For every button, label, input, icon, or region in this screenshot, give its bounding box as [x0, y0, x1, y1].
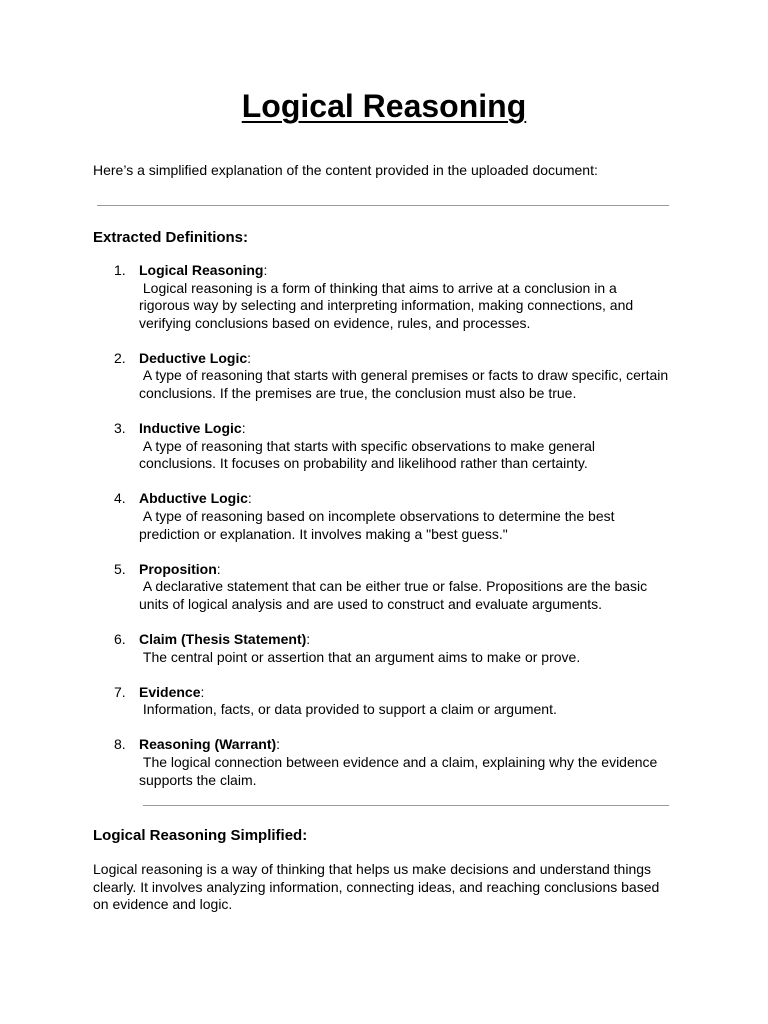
list-item-number: 2. — [114, 349, 126, 366]
definition-term: Evidence — [139, 683, 201, 700]
list-item-number: 5. — [114, 560, 126, 577]
list-item-body: Proposition: A declarative statement that can be either true or false. Propositions are the basic units of logical analysis and are used to construct and evaluate arguments. — [139, 561, 669, 614]
definition-term: Proposition — [139, 560, 217, 577]
definition-description: A type of reasoning that starts with general premises or facts to draw specific, certain conclusions. If the premises are true, the conclusion must also be true. — [139, 367, 669, 402]
definition-term: Abductive Logic — [139, 490, 248, 507]
definition-description: The central point or assertion that an argument aims to make or prove. — [142, 648, 581, 665]
list-item — [0, 736, 768, 789]
section-heading-definitions: Extracted Definitions: — [93, 229, 249, 246]
list-item-number: 7. — [114, 683, 126, 700]
definition-description: A type of reasoning that starts with specific observations to make general conclusions. It focuses on probability and likelihood rather than certainty. — [139, 437, 596, 472]
closing-paragraph: Logical reasoning is a way of thinking that helps us make decisions and understand things clearly. It involves analyzing information, connecting ideas, and reaching conclusions based on evidence and logic. — [93, 861, 660, 913]
list-item-number: 6. — [114, 631, 126, 647]
horizontal-divider — [143, 805, 669, 806]
horizontal-divider — [97, 205, 669, 206]
list-item-number: 8. — [114, 736, 126, 753]
list-item-number: 3. — [114, 420, 126, 437]
definition-description: Information, facts, or data provided to support a claim or argument. — [142, 701, 557, 718]
list-item-body: Evidence: Information, facts, or data provided to support a claim or argument. — [139, 684, 669, 719]
definition-term: Inductive Logic — [139, 420, 242, 437]
list-item-body: Deductive Logic: A type of reasoning that starts with general premises or facts to draw specific, certain conclusions. If the premises are true, the conclusion must also be true. — [139, 349, 669, 402]
list-item-number: 4. — [114, 490, 126, 507]
list-item — [0, 350, 768, 403]
definition-term: Deductive Logic — [139, 349, 248, 366]
list-item-body: Claim (Thesis Statement): The central point or assertion that an argument aims to make or prove. — [139, 631, 669, 666]
intro-text: Here’s a simplified explanation of the content provided in the uploaded document: — [93, 162, 598, 178]
section-heading-simplified: Logical Reasoning Simplified: — [93, 827, 308, 844]
list-item — [0, 490, 768, 543]
list-item-body: Inductive Logic: A type of reasoning that starts with specific observations to make general conclusions. It focuses on probability and likelihood rather than certainty. — [139, 420, 669, 473]
definitions-list — [0, 262, 768, 807]
list-item — [0, 561, 768, 614]
definition-description: Logical reasoning is a form of thinking that aims to arrive at a conclusion in a rigorous way by selecting and interpreting information, making connections, and verifying conclusions based on evidence, rules, and processes. — [139, 279, 634, 331]
list-item — [0, 631, 768, 666]
page-title: Logical Reasoning — [241, 88, 527, 124]
definition-description: A declarative statement that can be either true or false. Propositions are the basic units of logical analysis and are used to construct and evaluate arguments. — [139, 578, 648, 612]
definition-description: The logical connection between evidence and a claim, explaining why the evidence supports the claim. — [139, 753, 658, 788]
list-item — [0, 420, 768, 473]
definition-term: Reasoning (Warrant) — [139, 736, 277, 753]
list-item-number: 1. — [114, 262, 126, 278]
list-item — [0, 262, 768, 332]
list-item-body: Logical Reasoning: Logical reasoning is a form of thinking that aims to arrive at a conclusion in a rigorous way by selecting and interpreting information, making connections, and verifying conclusions based on evidence, rules, and processes. — [139, 262, 669, 332]
list-item-body: Abductive Logic: A type of reasoning based on incomplete observations to determine the best prediction or explanation. It involves making a "best guess." — [139, 490, 669, 543]
definition-term: Claim (Thesis Statement) — [139, 631, 307, 647]
definition-term: Logical Reasoning — [139, 262, 264, 278]
definition-description: A type of reasoning based on incomplete observations to determine the best prediction or explanation. It involves making a "best guess." — [139, 508, 615, 542]
list-item — [0, 684, 768, 719]
list-item-body: Reasoning (Warrant): The logical connection between evidence and a claim, explaining why the evidence supports the claim. — [139, 736, 669, 789]
